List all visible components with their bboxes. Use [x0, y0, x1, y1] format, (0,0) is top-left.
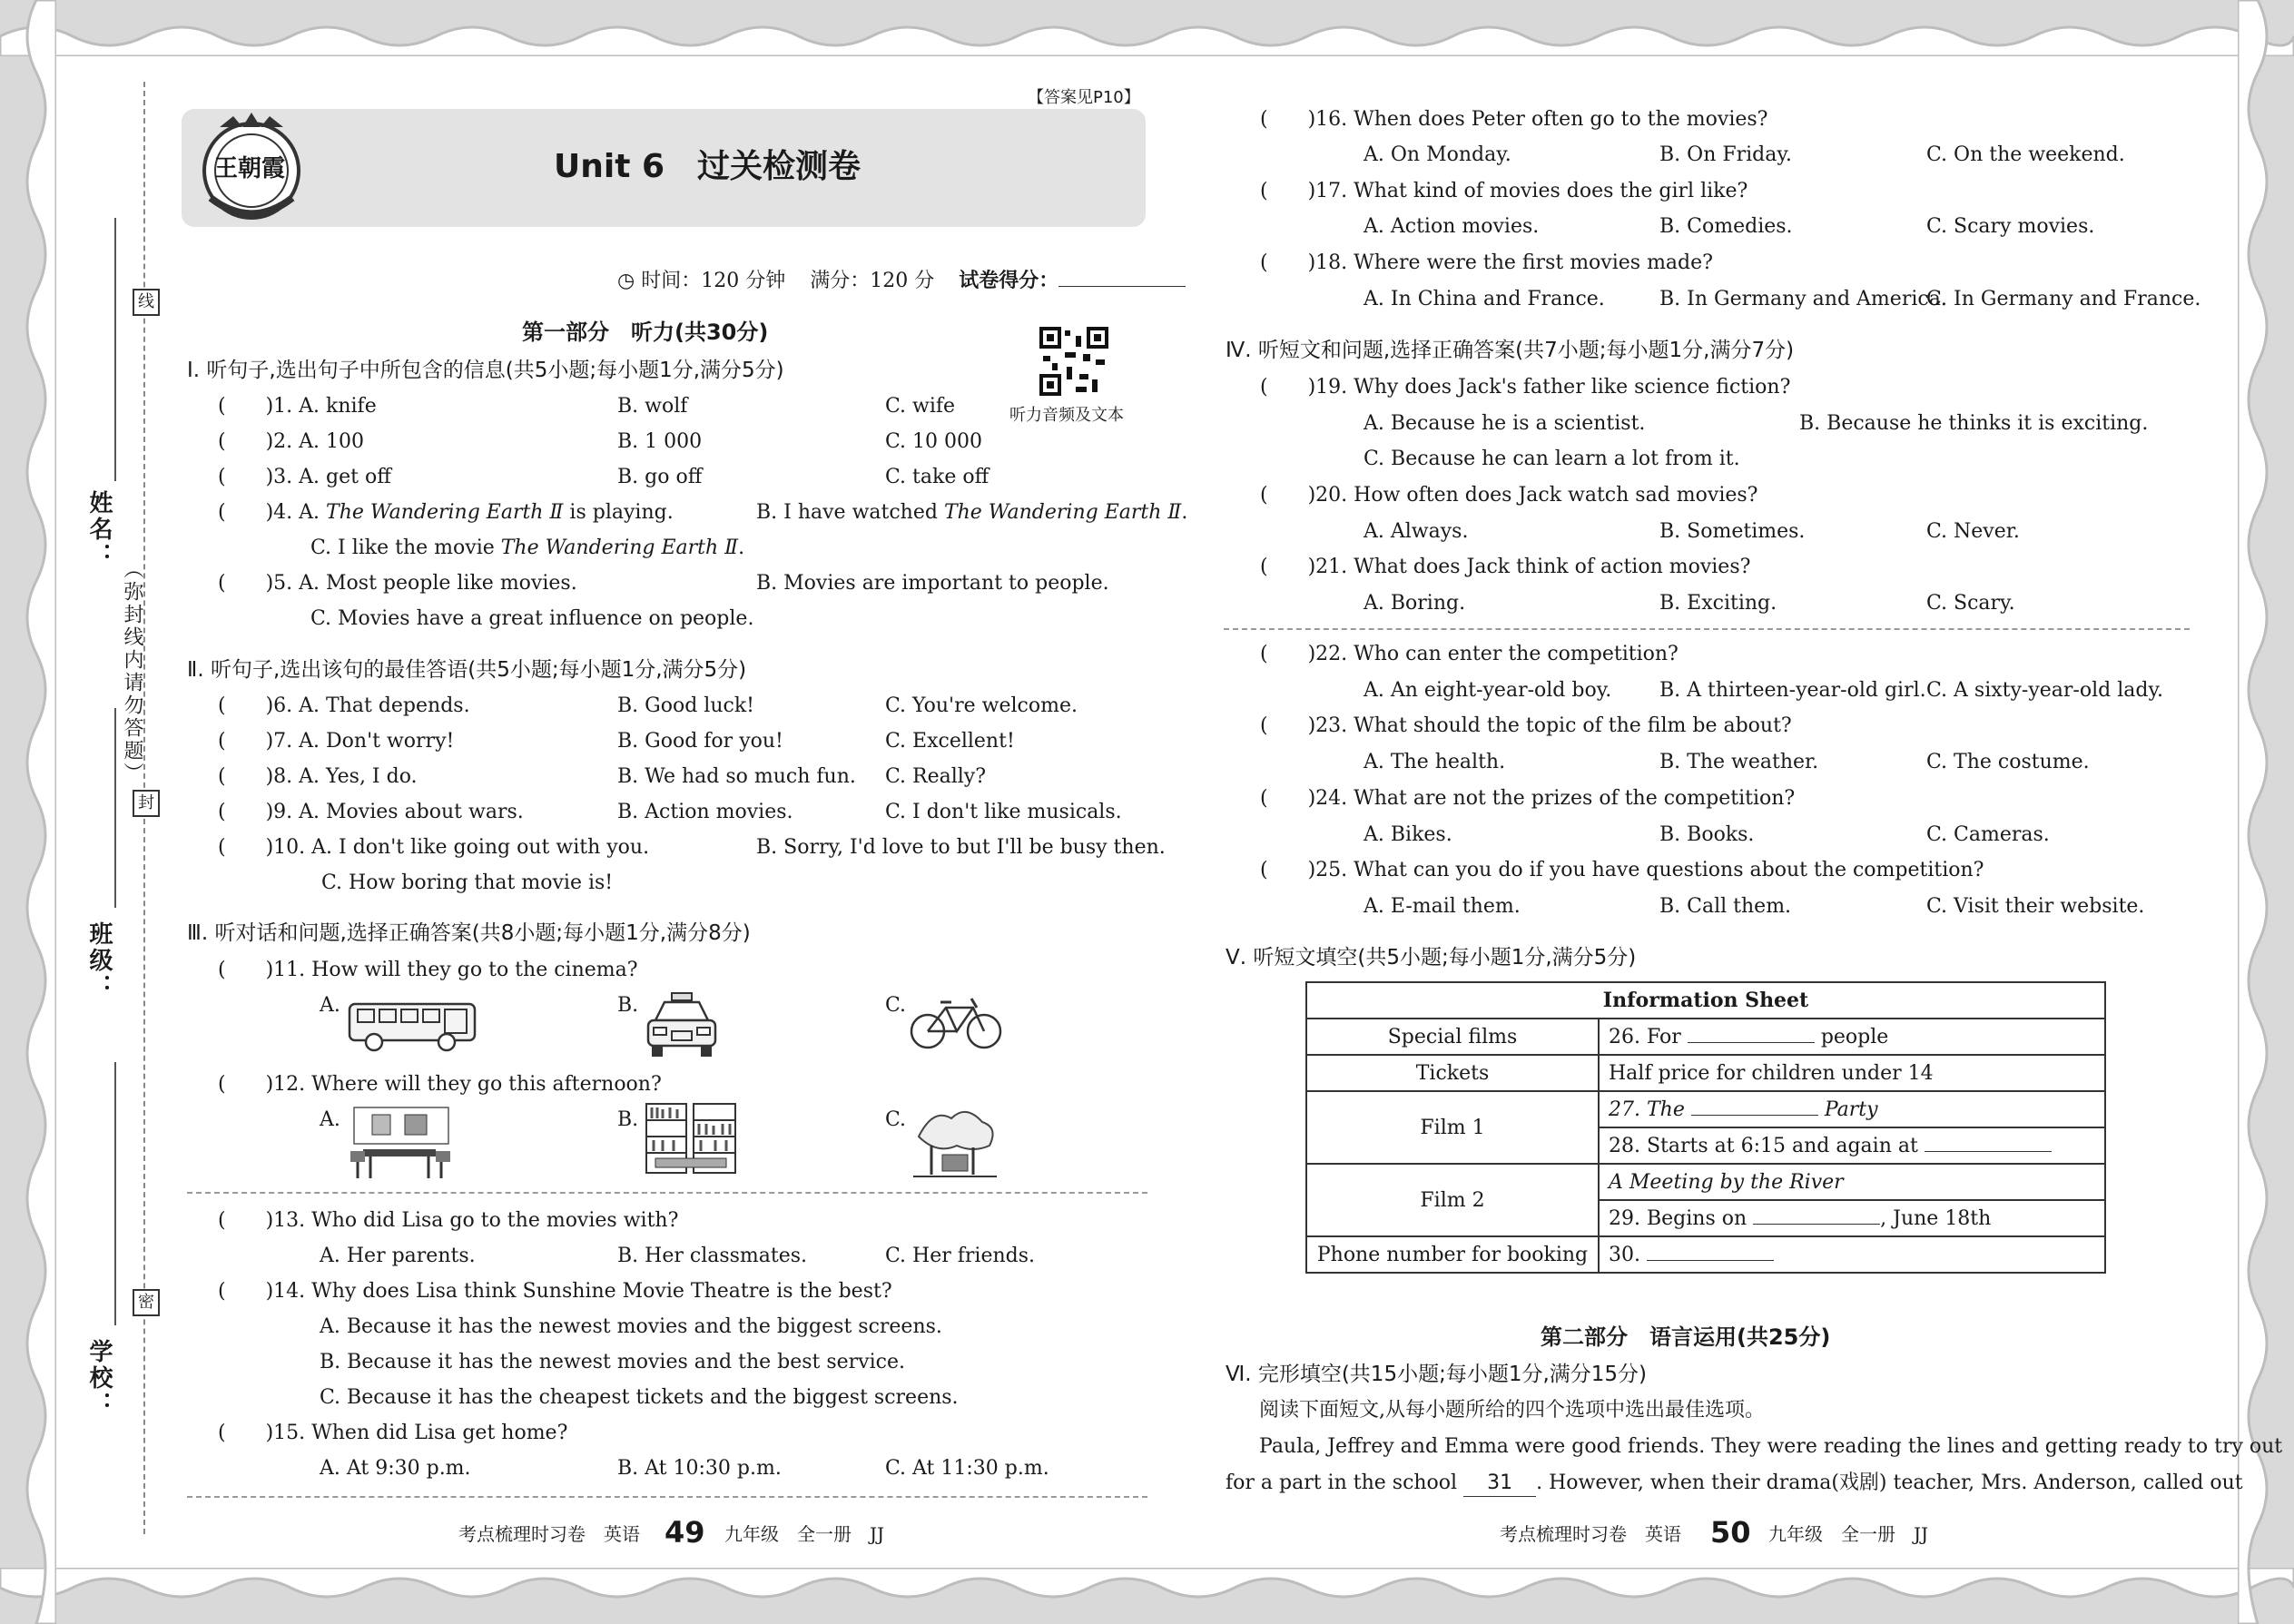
q19-option-a[interactable]: A. Because he is a scientist.: [1364, 412, 1646, 435]
passage-line-2: for a part in the school 31 . However, when their drama(戏剧) teacher, Mrs. Anderson, called out: [1226, 1471, 2243, 1497]
q22-stem[interactable]: ( )22. Who can enter the competition?: [1260, 643, 1679, 665]
table-label: Tickets: [1306, 1055, 1599, 1091]
q20-stem[interactable]: ( )20. How often does Jack watch sad movies?: [1260, 484, 1758, 507]
table-cell: 30.: [1599, 1236, 2105, 1273]
q3-option-c[interactable]: C. take off: [885, 466, 989, 488]
q20-option-c[interactable]: C. Never.: [1926, 520, 2020, 543]
q21-option-c[interactable]: C. Scary.: [1926, 592, 2015, 615]
wavy-border-top: [0, 0, 2294, 56]
q18-option-b[interactable]: B. In Germany and America.: [1659, 288, 1947, 310]
page-title: Unit 6 过关检测卷: [554, 148, 861, 185]
q18-stem[interactable]: ( )18. Where were the first movies made?: [1260, 251, 1713, 274]
q7-option-c[interactable]: C. Excellent!: [885, 730, 1015, 753]
passage-line-1: Paula, Jeffrey and Emma were good friends. They were reading the lines and getting ready to try out: [1259, 1435, 2283, 1458]
wavy-border-bottom: [0, 1568, 2294, 1624]
name-field[interactable]: [114, 218, 116, 481]
q25-option-c[interactable]: C. Visit their website.: [1926, 895, 2145, 918]
q25-option-b[interactable]: B. Call them.: [1659, 895, 1792, 918]
q2-option-b[interactable]: B. 1 000: [617, 430, 703, 453]
table-cell: 26. For people: [1599, 1019, 2105, 1055]
page-number-right: 50: [1710, 1515, 1751, 1550]
qr-code-icon[interactable]: [1039, 327, 1108, 396]
blank-28[interactable]: [1925, 1151, 2052, 1152]
table-label: Phone number for booking: [1306, 1236, 1599, 1273]
qr-caption: 听力音频及文本: [1009, 406, 1124, 425]
q3-option-b[interactable]: B. go off: [617, 466, 703, 488]
q16-stem[interactable]: ( )16. When does Peter often go to the movies?: [1260, 108, 1768, 131]
restaurant-picture-icon[interactable]: [345, 1098, 456, 1182]
q10-option-b[interactable]: B. Sorry, I'd love to but I'll be busy then.: [756, 836, 1166, 859]
q17-option-c[interactable]: C. Scary movies.: [1926, 215, 2095, 238]
school-field[interactable]: [114, 1062, 116, 1325]
table-cell: 28. Starts at 6:15 and again at: [1599, 1127, 2105, 1164]
table-label: Film 2: [1306, 1164, 1599, 1236]
q11-stem[interactable]: ( )11. How will they go to the cinema?: [218, 959, 638, 981]
seal-char-secret: 密: [133, 1289, 160, 1316]
q13-option-c[interactable]: C. Her friends.: [885, 1245, 1035, 1267]
answer-reference: 【答案见P10】: [1028, 88, 1140, 107]
q23-option-a[interactable]: A. The health.: [1364, 751, 1506, 773]
q3-stem[interactable]: ( )3. A. get off: [218, 466, 391, 488]
q10-stem[interactable]: ( )10. A. I don't like going out with you.: [218, 836, 650, 859]
full-score: 满分：120 分: [810, 270, 935, 292]
q15-option-a[interactable]: A. At 9:30 p.m.: [320, 1457, 471, 1480]
part1-title: 第一部分 听力(共30分): [522, 320, 769, 345]
q24-option-c[interactable]: C. Cameras.: [1926, 823, 2050, 846]
time-limit: 时间：120 分钟: [641, 270, 786, 292]
q9-option-b[interactable]: B. Action movies.: [617, 801, 793, 823]
class-field[interactable]: [114, 708, 116, 908]
table-cell: Half price for children under 14: [1599, 1055, 2105, 1091]
q6-option-b[interactable]: B. Good luck!: [617, 694, 754, 717]
q11-option-c[interactable]: C.: [885, 994, 907, 1017]
table-cell: 27. The Party: [1599, 1091, 2105, 1127]
q12-option-b[interactable]: B.: [617, 1108, 639, 1131]
q25-stem[interactable]: ( )25. What can you do if you have questions about the competition?: [1260, 859, 1984, 881]
q2-stem[interactable]: ( )2. A. 100: [218, 430, 365, 453]
score-field[interactable]: [1058, 286, 1186, 287]
blank-29[interactable]: [1753, 1224, 1880, 1225]
table-label: Special films: [1306, 1019, 1599, 1055]
bicycle-picture-icon[interactable]: [908, 991, 1004, 1051]
q14-option-a[interactable]: A. Because it has the newest movies and the biggest screens.: [320, 1315, 942, 1338]
q12-option-c[interactable]: C.: [885, 1108, 907, 1131]
q23-option-c[interactable]: C. The costume.: [1926, 751, 2090, 773]
q7-option-b[interactable]: B. Good for you!: [617, 730, 783, 753]
q24-stem[interactable]: ( )24. What are not the prizes of the competition?: [1260, 787, 1796, 810]
clock-icon: ◷: [617, 270, 642, 292]
footer-left-grade: 九年级 全一册 JJ: [724, 1523, 885, 1545]
q5-option-b[interactable]: B. Movies are important to people.: [756, 572, 1109, 595]
q5-option-c[interactable]: C. Movies have a great influence on people.: [310, 607, 754, 630]
q4-option-c[interactable]: C. I like the movie The Wandering Earth Ⅱ.: [310, 536, 745, 559]
school-label: 学校：: [85, 1339, 113, 1418]
q14-stem[interactable]: ( )14. Why does Lisa think Sunshine Movie Theatre is the best?: [218, 1280, 892, 1303]
q6-option-c[interactable]: C. You're welcome.: [885, 694, 1078, 717]
park-picture-icon[interactable]: [910, 1100, 1000, 1180]
q13-option-b[interactable]: B. Her classmates.: [617, 1245, 808, 1267]
q6-stem[interactable]: ( )6. A. That depends.: [218, 694, 470, 717]
table-cell: A Meeting by the River: [1599, 1164, 2105, 1200]
name-label: 姓名：: [85, 490, 113, 569]
seal-char-line: 线: [133, 289, 160, 316]
q25-option-a[interactable]: A. E-mail them.: [1364, 895, 1521, 918]
q1-stem[interactable]: ( )1. A. knife: [218, 395, 377, 418]
q14-option-c[interactable]: C. Because it has the cheapest tickets and the biggest screens.: [320, 1386, 959, 1409]
wavy-border-right: [2238, 0, 2294, 1624]
q15-stem[interactable]: ( )15. When did Lisa get home?: [218, 1422, 568, 1444]
q11-option-b[interactable]: B.: [617, 994, 639, 1017]
sec1-title: Ⅰ. 听句子,选出句子中所包含的信息(共5小题;每小题1分,满分5分): [187, 359, 784, 382]
q12-option-a[interactable]: A.: [320, 1108, 340, 1131]
divider: [187, 1192, 1147, 1194]
q13-stem[interactable]: ( )13. Who did Lisa go to the movies with?: [218, 1209, 679, 1232]
q18-option-c[interactable]: C. In Germany and France.: [1926, 288, 2201, 310]
q7-stem[interactable]: ( )7. A. Don't worry!: [218, 730, 455, 753]
library-picture-icon[interactable]: [643, 1100, 739, 1180]
blank-30[interactable]: [1647, 1260, 1774, 1261]
q20-option-b[interactable]: B. Sometimes.: [1659, 520, 1806, 543]
q17-option-a[interactable]: A. Action movies.: [1364, 215, 1540, 238]
q5-stem[interactable]: ( )5. A. Most people like movies.: [218, 572, 577, 595]
information-sheet-table: [1305, 981, 2106, 1274]
table-cell: 29. Begins on , June 18th: [1599, 1200, 2105, 1236]
q17-stem[interactable]: ( )17. What kind of movies does the girl like?: [1260, 180, 1748, 202]
sec4-title: Ⅳ. 听短文和问题,选择正确答案(共7小题;每小题1分,满分7分): [1226, 339, 1795, 362]
q8-option-c[interactable]: C. Really?: [885, 765, 987, 788]
q9-stem[interactable]: ( )9. A. Movies about wars.: [218, 801, 524, 823]
table-header: Information Sheet: [1306, 982, 2105, 1019]
q10-option-c[interactable]: C. How boring that movie is!: [321, 871, 614, 894]
q19-option-b[interactable]: B. Because he thinks it is exciting.: [1799, 412, 2149, 435]
sec5-title: Ⅴ. 听短文填空(共5小题;每小题1分,满分5分): [1226, 946, 1637, 969]
q23-option-b[interactable]: B. The weather.: [1659, 751, 1819, 773]
logo-text: 王朝霞: [214, 155, 286, 182]
q20-option-a[interactable]: A. Always.: [1364, 520, 1469, 543]
sec6-instruction: 阅读下面短文,从每小题所给的四个选项中选出最佳选项。: [1259, 1399, 1765, 1422]
q19-option-c[interactable]: C. Because he can learn a lot from it.: [1364, 448, 1740, 470]
q24-option-a[interactable]: A. Bikes.: [1364, 823, 1452, 846]
q2-option-c[interactable]: C. 10 000: [885, 430, 983, 453]
q8-option-b[interactable]: B. We had so much fun.: [617, 765, 856, 788]
blank-26[interactable]: [1688, 1042, 1815, 1043]
q13-option-a[interactable]: A. Her parents.: [320, 1245, 476, 1267]
part2-title: 第二部分 语言运用(共25分): [1541, 1324, 1831, 1350]
seal-char-seal: 封: [133, 790, 160, 817]
score-label: 试卷得分：: [959, 270, 1059, 292]
q18-option-a[interactable]: A. In China and France.: [1364, 288, 1605, 310]
taxi-picture-icon[interactable]: [643, 991, 721, 1060]
q12-stem[interactable]: ( )12. Where will they go this afternoon?: [218, 1073, 662, 1096]
q16-option-c[interactable]: C. On the weekend.: [1926, 143, 2125, 166]
q21-option-b[interactable]: B. Exciting.: [1659, 592, 1777, 615]
q16-option-b[interactable]: B. On Friday.: [1659, 143, 1792, 166]
footer-right-label: 考点梳理时习卷 英语: [1500, 1523, 1681, 1545]
seal-note: （弥封线内请勿答题）: [121, 558, 143, 785]
q19-stem[interactable]: ( )19. Why does Jack's father like science fiction?: [1260, 376, 1791, 399]
divider: [187, 1496, 1147, 1498]
q15-option-b[interactable]: B. At 10:30 p.m.: [617, 1457, 782, 1480]
bus-picture-icon[interactable]: [347, 999, 479, 1053]
q9-option-c[interactable]: C. I don't like musicals.: [885, 801, 1122, 823]
q17-option-b[interactable]: B. Comedies.: [1659, 215, 1793, 238]
blank-31[interactable]: 31: [1463, 1471, 1536, 1497]
q4-option-b[interactable]: B. I have watched The Wandering Earth Ⅱ.: [756, 501, 1188, 524]
q23-stem[interactable]: ( )23. What should the topic of the film be about?: [1260, 714, 1792, 737]
q16-option-a[interactable]: A. On Monday.: [1364, 143, 1511, 166]
q4-option-a[interactable]: ( )4. A. The Wandering Earth Ⅱ is playing.: [218, 501, 674, 524]
q21-option-a[interactable]: A. Boring.: [1364, 592, 1466, 615]
q22-option-b[interactable]: B. A thirteen-year-old girl.: [1659, 679, 1926, 702]
sec6-title: Ⅵ. 完形填空(共15小题;每小题1分,满分15分): [1226, 1363, 1648, 1386]
q8-stem[interactable]: ( )8. A. Yes, I do.: [218, 765, 418, 788]
q24-option-b[interactable]: B. Books.: [1659, 823, 1755, 846]
footer-right-grade: 九年级 全一册 JJ: [1768, 1523, 1929, 1545]
table-label: Film 1: [1306, 1091, 1599, 1164]
page-number-left: 49: [665, 1515, 705, 1550]
q14-option-b[interactable]: B. Because it has the newest movies and the best service.: [320, 1351, 905, 1373]
class-label: 班级：: [85, 921, 113, 1000]
footer-left-label: 考点梳理时习卷 英语: [458, 1523, 640, 1545]
blank-27[interactable]: [1691, 1115, 1818, 1116]
sec3-title: Ⅲ. 听对话和问题,选择正确答案(共8小题;每小题1分,满分8分): [187, 921, 751, 945]
q22-option-a[interactable]: A. An eight-year-old boy.: [1364, 679, 1612, 702]
q22-option-c[interactable]: C. A sixty-year-old lady.: [1926, 679, 2163, 702]
q1-option-c[interactable]: C. wife: [885, 395, 956, 418]
sec2-title: Ⅱ. 听句子,选出该句的最佳答语(共5小题;每小题1分,满分5分): [187, 658, 747, 682]
q11-option-a[interactable]: A.: [320, 994, 340, 1017]
meta-row: [617, 269, 1186, 294]
q15-option-c[interactable]: C. At 11:30 p.m.: [885, 1457, 1049, 1480]
q21-stem[interactable]: ( )21. What does Jack think of action movies?: [1260, 556, 1751, 578]
divider: [1224, 628, 2190, 630]
wavy-border-left: [0, 0, 56, 1624]
q1-option-b[interactable]: B. wolf: [617, 395, 688, 418]
